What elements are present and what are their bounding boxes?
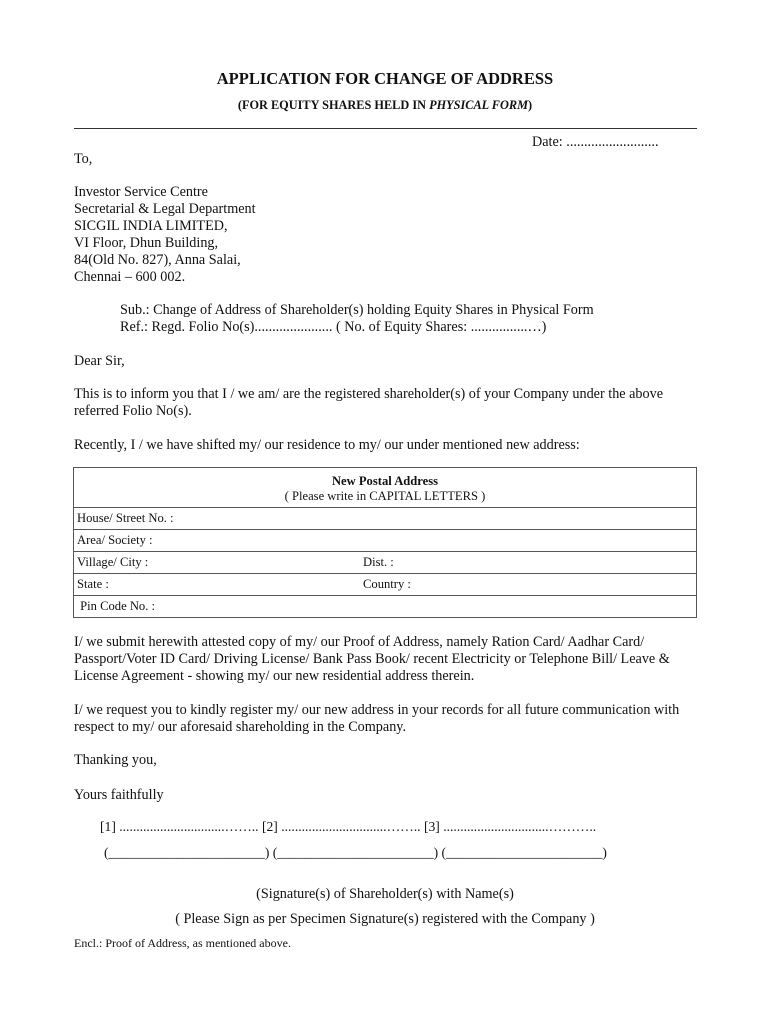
pin-code-field[interactable] <box>74 596 697 618</box>
district-label: Dist. : <box>363 555 394 569</box>
village-city-label: Village/ City : <box>77 555 149 569</box>
signature-caption: (Signature(s) of Shareholder(s) with Name(s) <box>256 886 514 902</box>
request-paragraph: I/ we request you to kindly register my/ our new address in your records for all future communication with respect to my/ our aforesaid shareholding in the Company. <box>74 702 680 735</box>
address-table-heading: New Postal Address <box>331 473 439 488</box>
reference-line[interactable]: Ref.: Regd. Folio No(s)...................... ( No. of Equity Shares: ................…) <box>120 319 547 335</box>
addressee-line: Investor Service Centre <box>74 184 208 200</box>
date-field[interactable]: Date: .......................... <box>532 134 659 150</box>
area-society-label: Area/ Society : <box>77 533 153 547</box>
salutation: Dear Sir, <box>74 353 125 369</box>
thanking-line: Thanking you, <box>74 752 157 768</box>
country-field[interactable] <box>360 574 697 596</box>
proof-paragraph: I/ we submit herewith attested copy of my/ our Proof of Address, namely Ration Card/ Aadhar Card/ Passport/Voter ID Card/ Driving License/ Bank Pass Book/ recent Electricity or Telephone Bill/ Leave & License Agreement - showing my/ our new residential address therein. <box>74 634 670 684</box>
state-label: State : <box>77 577 109 591</box>
pin-code-label: Pin Code No. : <box>77 599 156 613</box>
addressee-line: SICGIL INDIA LIMITED, <box>74 218 228 234</box>
district-field[interactable] <box>360 552 697 574</box>
specimen-note: ( Please Sign as per Specimen Signature(s) registered with the Company ) <box>175 911 595 927</box>
new-address-table <box>73 467 697 618</box>
addressee-line: 84(Old No. 827), Anna Salai, <box>74 252 241 268</box>
title-divider <box>74 128 697 129</box>
signature-lines[interactable]: [1] ...............................…….. [2] ...............................…….. [3] ...............................……….. <box>100 819 597 834</box>
enclosure-note: Encl.: Proof of Address, as mentioned above. <box>74 936 291 950</box>
shift-paragraph: Recently, I / we have shifted my/ our residence to my/ our under mentioned new address: <box>74 437 580 453</box>
state-field[interactable] <box>74 574 361 596</box>
subtitle-prefix: (FOR EQUITY SHARES HELD IN <box>237 98 430 112</box>
subtitle-emphasis: PHYSICAL FORM <box>429 98 529 112</box>
intro-paragraph: This is to inform you that I / we am/ are the registered shareholder(s) of your Company under the above referred Folio No(s). <box>74 386 664 419</box>
house-street-field[interactable] <box>74 508 697 530</box>
subtitle-suffix: ) <box>528 98 533 112</box>
address-table-header <box>74 468 697 508</box>
area-society-field[interactable] <box>74 530 697 552</box>
closing-line: Yours faithfully <box>74 787 164 803</box>
subject-line: Sub.: Change of Address of Shareholder(s) holding Equity Shares in Physical Form <box>120 302 594 318</box>
form-subtitle <box>0 98 770 113</box>
addressee-line: Chennai – 600 002. <box>74 269 186 285</box>
country-label: Country : <box>363 577 411 591</box>
house-street-label: House/ Street No. : <box>77 511 174 525</box>
village-city-field[interactable] <box>74 552 361 574</box>
address-table-subheading: ( Please write in CAPITAL LETTERS ) <box>284 488 486 503</box>
name-lines[interactable]: (_______________________) (_______________________) (_______________________) <box>104 845 607 860</box>
addressee-line: Secretarial & Legal Department <box>74 201 256 217</box>
to-line: To, <box>74 151 93 167</box>
addressee-line: VI Floor, Dhun Building, <box>74 235 219 251</box>
form-title: APPLICATION FOR CHANGE OF ADDRESS <box>216 69 554 88</box>
